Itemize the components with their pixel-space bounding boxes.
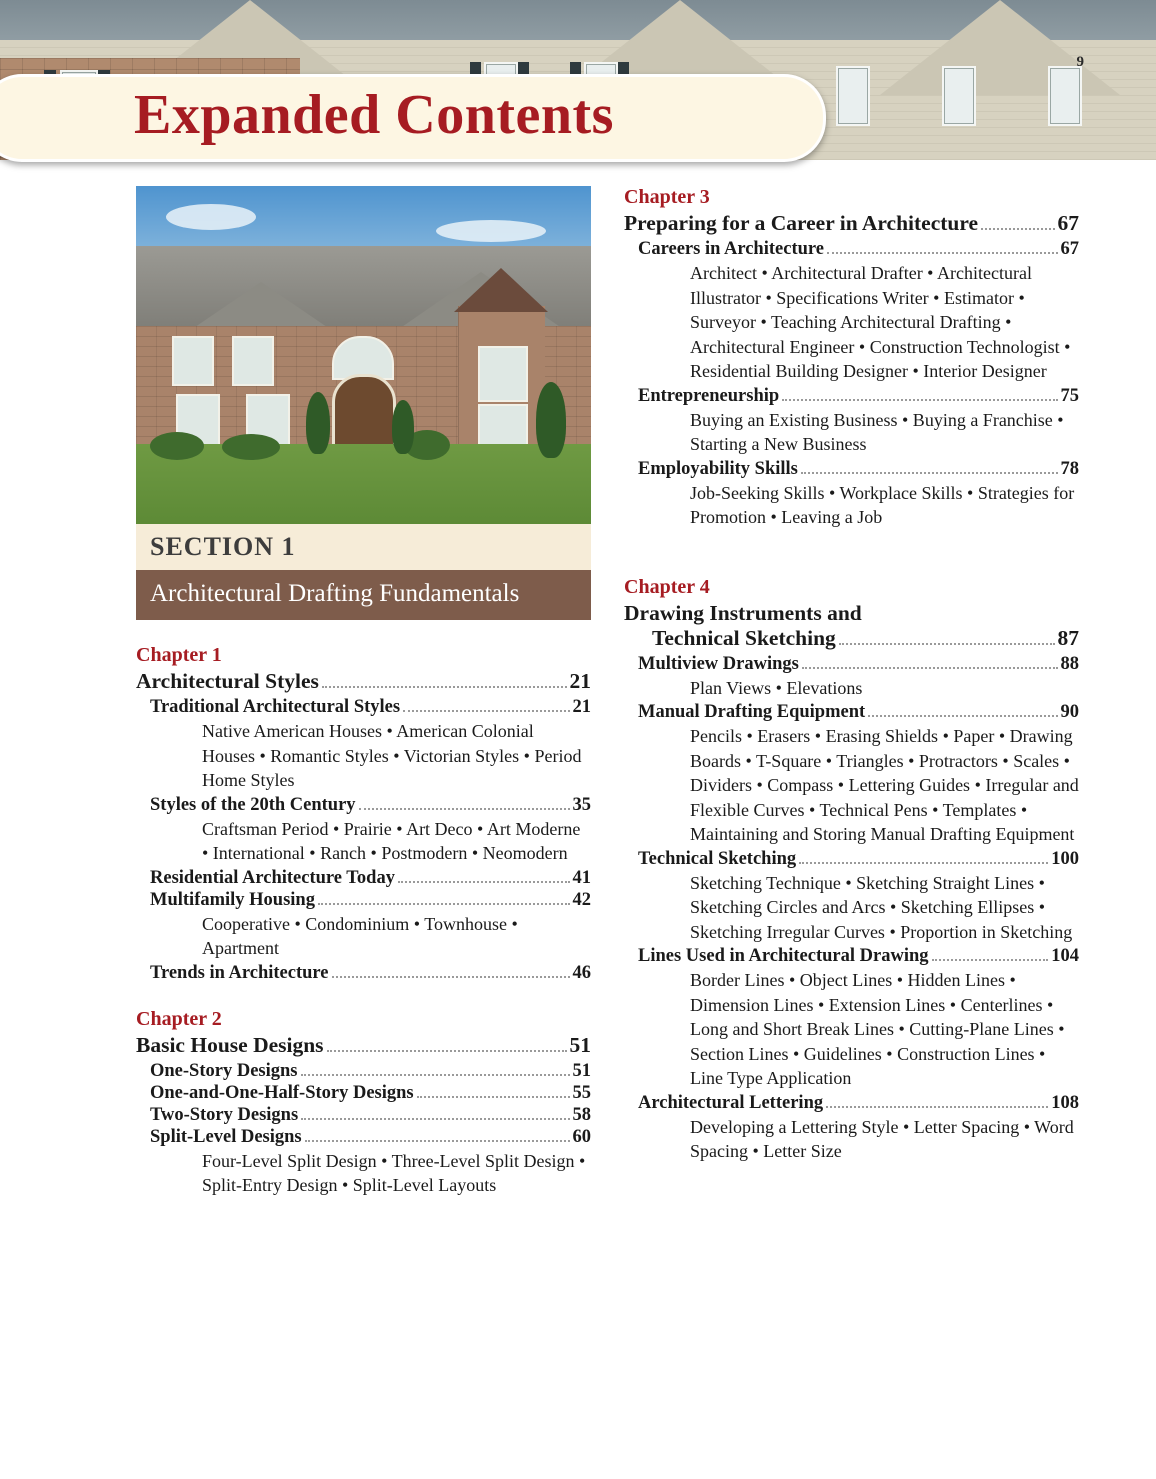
photo-window [172,336,214,386]
entry-topics: Job-Seeking Skills • Workplace Skills • Strategies for Promotion • Leaving a Job [690,482,1075,527]
entry-title: Multiview Drawings [638,653,799,674]
photo-window [1048,66,1082,126]
chapter-page: 87 [1057,625,1079,650]
dot-leader [799,861,1048,864]
toc-entry[interactable] [150,963,591,984]
entry-page: 90 [1060,702,1079,722]
dot-leader [327,1049,567,1052]
dot-leader [301,1117,569,1120]
toc-entry[interactable] [150,1083,591,1104]
photo-cloud [436,220,546,242]
entry-topics: Buying an Existing Business • Buying a Franchise • Starting a New Business [690,409,1064,454]
toc-entry[interactable] [638,239,1079,260]
dot-leader [839,642,1055,645]
entry-page: 58 [572,1104,591,1125]
section-photo [136,186,591,524]
chapter-title-row-1[interactable] [136,669,591,694]
chapter-title-line2: Technical Sketching [652,625,836,650]
toc-entry[interactable] [638,849,1079,870]
chapter-label-3: Chapter 3 [624,186,710,208]
entry-title: Employability Skills [638,458,798,479]
photo-shrub [150,432,204,460]
page-number: 9 [1076,54,1084,70]
photo-shrub [306,392,330,454]
dot-leader [332,975,570,978]
entry-title: Split-Level Designs [150,1126,302,1147]
entry-page: 60 [572,1126,591,1147]
dot-leader [417,1095,570,1098]
chapter-page: 21 [569,669,591,693]
entry-title: Technical Sketching [638,848,797,869]
toc-entry[interactable] [150,1061,591,1082]
entry-title: Lines Used in Architectural Drawing [638,946,929,966]
entry-title: Styles of the 20th Century [150,794,356,815]
entry-topics: Architect • Architectural Drafter • Architectural Illustrator • Specifications Writer • Estimator • Surveyor • Teaching Architectural Drafting • Architectural Engineer • Construction Technologist • Residential Building Designer • Interior Designer [690,263,1071,381]
photo-window [942,66,976,126]
photo-cloud [166,204,256,230]
dot-leader [981,227,1054,230]
chapter-page: 51 [569,1032,591,1057]
chapter-title-line1: Drawing Instruments and [624,600,862,625]
entry-title: Residential Architecture Today [150,867,395,888]
chapter-title-row-4[interactable] [652,626,1079,651]
photo-lawn [136,444,591,524]
dot-leader [398,880,570,883]
entry-title: Trends in Architecture [150,962,329,983]
photo-window [478,346,528,402]
chapter-title: Basic House Designs [136,1032,324,1057]
entry-topics: Border Lines • Object Lines • Hidden Lines • Dimension Lines • Extension Lines • Centerlines • Long and Short Break Lines • Cutting-Plane Lines • Section Lines • Guidelines • Construction Lines • Line Type Application [690,970,1065,1088]
entry-page: 75 [1060,385,1079,406]
chapter-title-row-3[interactable] [624,211,1079,236]
section-title: Architectural Drafting Fundamentals [136,570,591,620]
dot-leader [868,714,1057,717]
photo-shrub [222,434,280,460]
toc-entry[interactable] [638,459,1079,480]
dot-leader [801,471,1058,474]
toc-entry[interactable] [638,1093,1079,1114]
entry-topics: Developing a Lettering Style • Letter Spacing • Word Spacing • Letter Size [690,1116,1074,1161]
dot-leader [318,902,570,905]
entry-topics: Native American Houses • American Colonial Houses • Romantic Styles • Victorian Styles • Period Home Styles [202,721,582,790]
chapter-title: Preparing for a Career in Architecture [624,211,979,235]
entry-topics: Cooperative • Condominium • Townhouse • Apartment [202,913,518,958]
entry-page: 41 [572,867,591,888]
page-title: Expanded Contents [134,84,614,146]
section-label: SECTION 1 [136,524,591,570]
toc-entry[interactable] [638,702,1079,723]
chapter-title: Architectural Styles [136,669,319,693]
entry-page: 78 [1060,458,1079,479]
chapter-label-4: Chapter 4 [624,575,710,598]
toc-entry[interactable] [150,890,591,911]
entry-title: Architectural Lettering [638,1092,824,1113]
chapter-title-row-2[interactable] [136,1033,591,1058]
dot-leader [305,1139,570,1142]
dot-leader [301,1073,570,1076]
photo-shrub [392,400,414,454]
entry-title: One-Story Designs [150,1060,298,1081]
entry-page: 51 [572,1060,591,1081]
toc-entry[interactable] [638,654,1079,675]
entry-title: Two-Story Designs [150,1104,299,1125]
dot-leader [827,251,1058,254]
entry-title: Careers in Architecture [638,239,824,259]
toc-entry[interactable] [150,1127,591,1148]
entry-topics: Craftsman Period • Prairie • Art Deco • Art Moderne • International • Ranch • Postmodern • Neomodern [202,818,581,863]
entry-page: 104 [1051,946,1079,966]
toc-entry[interactable] [150,868,591,889]
entry-topics: Four-Level Split Design • Three-Level Split Design • Split-Entry Design • Split-Level Layouts [202,1150,586,1195]
photo-turret-roof [454,268,548,312]
dot-leader [359,807,570,810]
right-column [624,186,1079,1166]
photo-gable [880,0,1120,95]
entry-topics: Sketching Technique • Sketching Straight Lines • Sketching Circles and Arcs • Sketching Ellipses • Sketching Irregular Curves • Proportion in Sketching [690,872,1073,942]
toc-entry[interactable] [150,1105,591,1126]
entry-page: 42 [572,889,591,910]
dot-leader [782,398,1057,401]
chapter-label-2: Chapter 2 [136,1007,222,1030]
entry-topics: Plan Views • Elevations [690,677,863,698]
toc-entry[interactable] [638,946,1079,967]
entry-topics: Pencils • Erasers • Erasing Shields • Paper • Drawing Boards • T-Square • Triangles • Protractors • Scales • Dividers • Compass • Lettering Guides • Irregular and Flexible Curves • Technical Pens • Templates • Maintaining and Storing Manual Drafting Equipment [690,726,1079,844]
entry-page: 55 [572,1082,591,1103]
photo-window [232,336,274,386]
photo-window [836,66,870,126]
entry-title: Entrepreneurship [638,385,780,406]
toc-entry[interactable] [150,697,591,718]
left-column [136,186,591,1200]
toc-entry[interactable] [638,386,1079,407]
dot-leader [403,709,569,712]
entry-title: Traditional Architectural Styles [150,697,401,717]
entry-page: 46 [572,962,591,983]
chapter-page: 67 [1057,211,1079,235]
dot-leader [826,1105,1048,1108]
entry-page: 21 [572,697,591,717]
toc-entry[interactable] [150,795,591,816]
dot-leader [322,685,567,688]
entry-title: Manual Drafting Equipment [638,702,866,722]
chapter-label-1: Chapter 1 [136,644,222,666]
entry-title: Multifamily Housing [150,889,315,910]
dot-leader [802,666,1058,669]
entry-page: 100 [1051,848,1079,869]
entry-title: One-and-One-Half-Story Designs [150,1082,414,1103]
entry-page: 108 [1051,1092,1079,1113]
entry-page: 67 [1060,239,1079,259]
dot-leader [932,958,1049,961]
entry-page: 88 [1060,653,1079,674]
entry-page: 35 [572,794,591,815]
photo-shrub [536,382,566,458]
